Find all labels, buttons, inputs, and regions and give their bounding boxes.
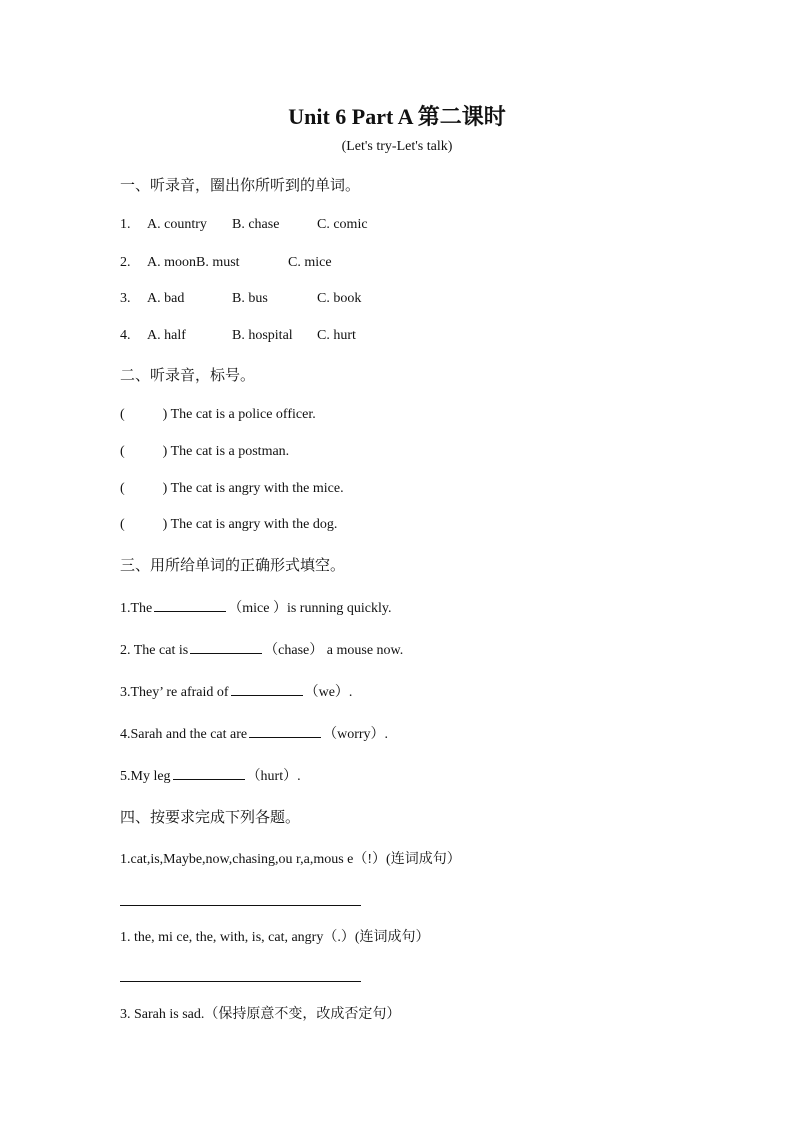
- sentence-text: The cat is angry with the dog.: [170, 517, 338, 532]
- option-b: B. bus: [232, 291, 268, 306]
- section4-item-text: 1.cat,is,Maybe,now,chasing,ou r,a,mous e（!）(连词成句）: [120, 852, 461, 867]
- section3-heading: 三、用所给单词的正确形式填空。: [120, 556, 346, 574]
- fill-blank[interactable]: [154, 597, 226, 612]
- option-a: A. bad: [147, 291, 185, 306]
- page-title: Unit 6 Part A 第二课时: [288, 104, 506, 129]
- answer-paren-close: ): [162, 481, 168, 496]
- option-c: C. hurt: [317, 328, 356, 343]
- option-a: A. moonB. must: [147, 255, 240, 270]
- option-c: C. mice: [288, 255, 332, 270]
- item-number: 3.: [120, 291, 131, 306]
- sentence-end: （worry）.: [323, 727, 389, 742]
- answer-paren-close: ): [162, 407, 168, 422]
- section2-item: [120, 481, 344, 497]
- section1-heading: 一、听录音，圈出你所听到的单词。: [120, 176, 361, 194]
- section2-heading: 二、听录音，标号。: [120, 366, 256, 384]
- fill-blank[interactable]: [249, 723, 321, 738]
- page-subtitle: (Let's try-Let's talk): [341, 139, 453, 154]
- fill-blank[interactable]: [231, 681, 303, 696]
- option-a: A. country: [147, 217, 207, 232]
- sentence-end: （hurt）.: [246, 769, 301, 784]
- answer-paren-open: (: [120, 407, 125, 422]
- answer-line[interactable]: [120, 981, 361, 982]
- sentence-text: The cat is a postman.: [170, 444, 290, 459]
- answer-line[interactable]: [120, 905, 361, 906]
- item-number: 2.: [120, 255, 131, 270]
- answer-paren-open: (: [120, 517, 125, 532]
- section3-item: [120, 597, 391, 617]
- sentence-start: 5.My leg: [120, 769, 171, 784]
- option-c: C. book: [317, 291, 362, 306]
- answer-paren-open: (: [120, 481, 125, 496]
- sentence-start: 4.Sarah and the cat are: [120, 727, 248, 742]
- fill-blank[interactable]: [190, 639, 262, 654]
- section2-item: [120, 517, 337, 533]
- section3-item: [120, 639, 403, 659]
- sentence-end: （we）.: [304, 685, 353, 700]
- sentence-start: 1.The: [120, 601, 153, 616]
- sentence-text: The cat is a police officer.: [170, 407, 316, 422]
- section4-item-text: 3. Sarah is sad.（保持原意不变，改成否定句）: [120, 1007, 401, 1022]
- section2-item: [120, 407, 316, 423]
- option-b: B. chase: [232, 217, 280, 232]
- item-number: 4.: [120, 328, 131, 343]
- fill-blank[interactable]: [173, 765, 245, 780]
- sentence-end: （mice ）is running quickly.: [228, 601, 392, 616]
- sentence-start: 2. The cat is: [120, 643, 189, 658]
- sentence-start: 3.They’ re afraid of: [120, 685, 229, 700]
- section3-item: [120, 681, 352, 701]
- answer-paren-close: ): [162, 517, 168, 532]
- sentence-text: The cat is angry with the mice.: [170, 481, 344, 496]
- answer-paren-close: ): [162, 444, 168, 459]
- section4-item-text: 1. the, mi ce, the, with, is, cat, angry（.）(连词成句）: [120, 930, 430, 945]
- item-number: 1.: [120, 217, 131, 232]
- section3-item: [120, 723, 388, 743]
- section4-heading: 四、按要求完成下列各题。: [120, 808, 301, 826]
- answer-paren-open: (: [120, 444, 125, 459]
- option-a: A. half: [147, 328, 186, 343]
- section3-item: [120, 765, 301, 785]
- option-b: B. hospital: [232, 328, 293, 343]
- option-c: C. comic: [317, 217, 368, 232]
- section2-item: [120, 444, 289, 460]
- sentence-end: （chase） a mouse now.: [264, 643, 404, 658]
